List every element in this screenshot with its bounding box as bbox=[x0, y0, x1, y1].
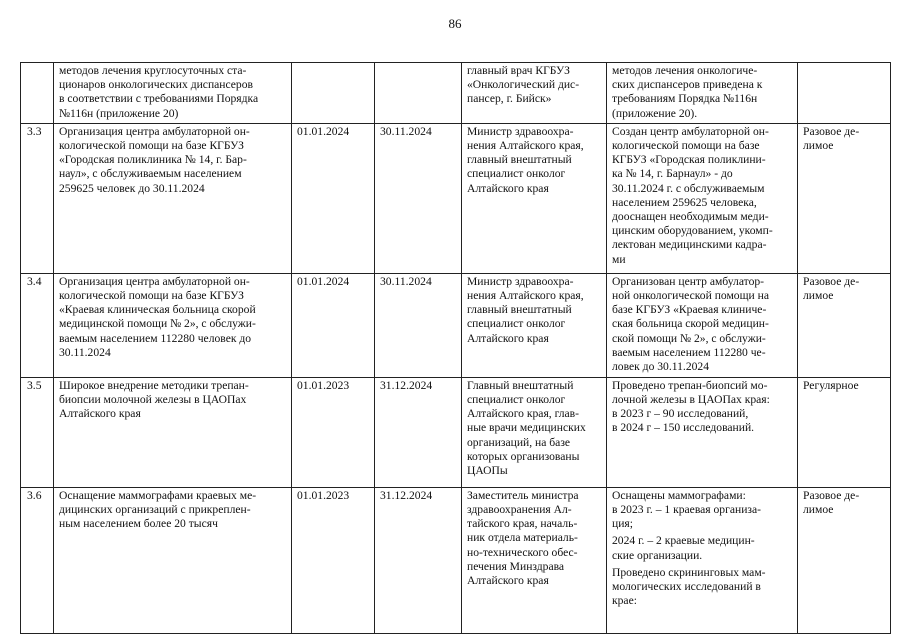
result-cell bbox=[607, 487, 798, 633]
responsible-cell bbox=[462, 273, 607, 377]
row-number-cell bbox=[21, 123, 54, 273]
start-date-cell bbox=[292, 377, 375, 487]
responsible-cell bbox=[462, 487, 607, 633]
type-text: Разовое де- лимое bbox=[803, 274, 860, 303]
table-body bbox=[21, 63, 891, 634]
result-paragraph: Проведено трепан-биопсий мо- лочной железы в ЦАОПах края: в 2023 г – 90 исследований, в 2024 г – 150 исследований. bbox=[612, 378, 770, 435]
table-row bbox=[21, 487, 891, 633]
end-date-text: 31.12.2024 bbox=[380, 488, 433, 502]
end-date-cell bbox=[375, 377, 462, 487]
type-text: Регулярное bbox=[803, 378, 859, 392]
row-number-text: 3.3 bbox=[27, 124, 42, 138]
result-cell bbox=[607, 123, 798, 273]
page-number: 86 bbox=[448, 16, 462, 31]
type-cell bbox=[798, 63, 891, 124]
activity-text: Организация центра амбулаторной он- кологической помощи на базе КГБУЗ «Краевая клиническая больница скорой медицинской помощи № 2», с обслужи- ваемым населением 112280 человек до 30.11.2024 bbox=[59, 274, 256, 359]
result-paragraph: 2024 г. – 2 краевые медицин- ские организации. bbox=[612, 534, 755, 562]
start-date-text: 01.01.2024 bbox=[297, 274, 350, 288]
result-paragraph: Создан центр амбулаторной он- кологической помощи на базе КГБУЗ «Городская поликлини- ка № 14, г. Барнаул» - до 30.11.2024 г. с обслуживаемым населением 259625 человека, дооснащен необходимым меди- цинским оборудованием, укомп- лектован медицинскими кадра- ми bbox=[612, 124, 773, 266]
start-date-cell bbox=[292, 63, 375, 124]
responsible-text: главный врач КГБУЗ «Онкологический дис- пансер, г. Бийск» bbox=[467, 64, 580, 106]
end-date-text: 30.11.2024 bbox=[380, 124, 432, 138]
type-cell bbox=[798, 273, 891, 377]
responsible-text: Главный внештатный специалист онколог Алтайского края, глав- ные врачи медицинских организаций, на базе которых организованы ЦАОПы bbox=[467, 378, 586, 478]
result-cell bbox=[607, 63, 798, 124]
result-paragraph: методов лечения онкологиче- ских диспансеров приведена к требованиям Порядка №116н (приложение 20). bbox=[612, 64, 763, 120]
type-cell bbox=[798, 377, 891, 487]
responsible-text: Министр здравоохра- нения Алтайского края, главный внештатный специалист онколог Алтайского края bbox=[467, 124, 584, 195]
row-number-text: 3.6 bbox=[27, 488, 42, 502]
responsible-cell bbox=[462, 123, 607, 273]
row-number-cell bbox=[21, 273, 54, 377]
end-date-cell bbox=[375, 487, 462, 633]
type-cell bbox=[798, 487, 891, 633]
result-paragraph: Оснащены маммографами: в 2023 г. – 1 краевая организа- ция; bbox=[612, 488, 762, 531]
result-paragraph: Организован центр амбулатор- ной онкологической помощи на базе КГБУЗ «Краевая клиниче- ская больница скорой медицин- ской помощи № 2», с обслужи- ваемым населением 112280 че- ловек до 30.11.2024 bbox=[612, 274, 769, 374]
row-number-text: 3.5 bbox=[27, 378, 42, 392]
start-date-text: 01.01.2024 bbox=[297, 124, 350, 138]
row-number-cell bbox=[21, 487, 54, 633]
plan-table bbox=[20, 62, 891, 634]
row-number-cell bbox=[21, 377, 54, 487]
type-cell bbox=[798, 123, 891, 273]
activity-cell bbox=[54, 123, 292, 273]
activity-text: Оснащение маммографами краевых ме- дицинских организаций с прикреплен- ным населением более 20 тысяч bbox=[59, 488, 257, 531]
row-number-cell bbox=[21, 63, 54, 124]
row-number-text: 3.4 bbox=[27, 274, 42, 288]
activity-text: Широкое внедрение методики трепан- биопсии молочной железы в ЦАОПах Алтайского края bbox=[59, 378, 249, 421]
table-row bbox=[21, 123, 891, 273]
start-date-text: 01.01.2023 bbox=[297, 378, 350, 392]
table-row bbox=[21, 63, 891, 124]
activity-text: Организация центра амбулаторной он- кологической помощи на базе КГБУЗ «Городская поликлиника № 14, г. Бар- наул», с обслуживаемым населением 259625 человек до 30.11.2024 bbox=[59, 124, 250, 195]
responsible-text: Министр здравоохра- нения Алтайского края, главный внештатный специалист онколог Алтайского края bbox=[467, 274, 584, 345]
end-date-cell bbox=[375, 273, 462, 377]
start-date-cell bbox=[292, 273, 375, 377]
responsible-text: Заместитель министра здравоохранения Ал- тайского края, началь- ник отдела материаль- но-технического обес- печения Минздрава Алтайского края bbox=[467, 488, 579, 588]
start-date-cell bbox=[292, 123, 375, 273]
end-date-text: 31.12.2024 bbox=[380, 378, 433, 392]
end-date-text: 30.11.2024 bbox=[380, 274, 432, 288]
table-row bbox=[21, 377, 891, 487]
start-date-text: 01.01.2023 bbox=[297, 488, 350, 502]
type-text: Разовое де- лимое bbox=[803, 124, 860, 153]
result-paragraph: Проведено скрининговых мам- мологических исследований в крае: bbox=[612, 565, 766, 608]
start-date-cell bbox=[292, 487, 375, 633]
type-text: Разовое де- лимое bbox=[803, 488, 860, 517]
result-cell bbox=[607, 377, 798, 487]
activity-cell bbox=[54, 377, 292, 487]
responsible-cell bbox=[462, 63, 607, 124]
table-row bbox=[21, 273, 891, 377]
activity-cell bbox=[54, 487, 292, 633]
activity-cell bbox=[54, 63, 292, 124]
result-cell bbox=[607, 273, 798, 377]
activity-text: методов лечения круглосуточных ста- ционаров онкологических диспансеров в соответствии с требованиями Порядка №116н (приложение 20) bbox=[59, 64, 259, 120]
responsible-cell bbox=[462, 377, 607, 487]
end-date-cell bbox=[375, 123, 462, 273]
end-date-cell bbox=[375, 63, 462, 124]
activity-cell bbox=[54, 273, 292, 377]
